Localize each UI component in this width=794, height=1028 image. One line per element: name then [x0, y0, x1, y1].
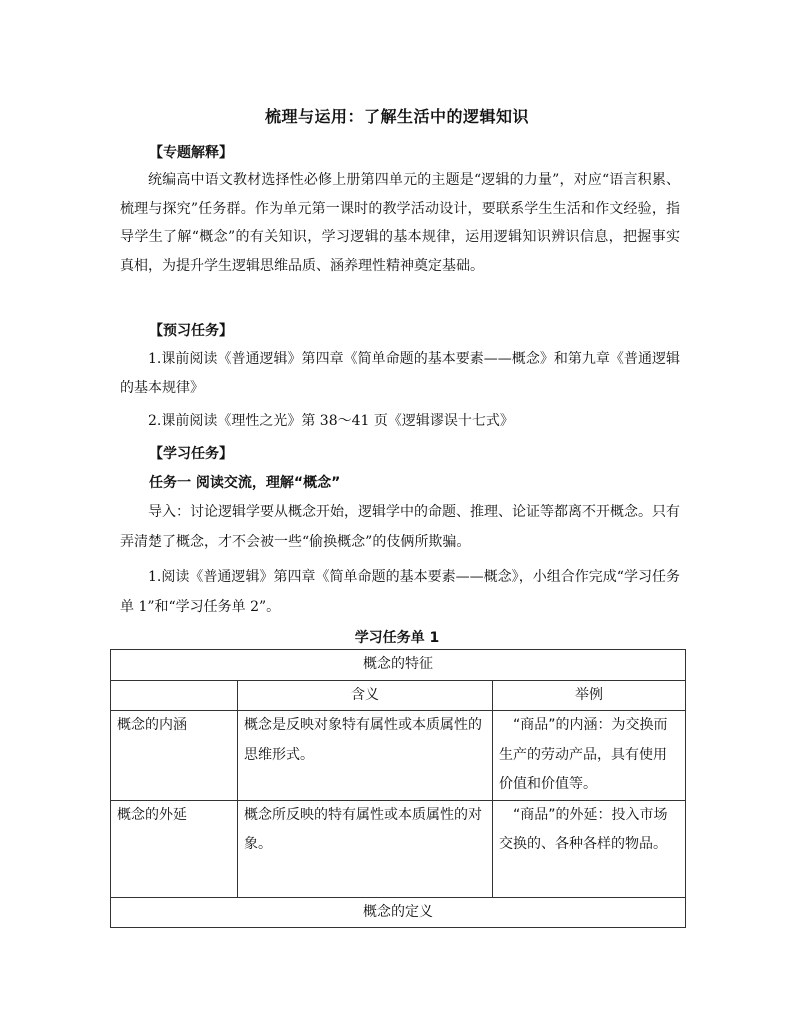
table-section-title: 概念的特征: [111, 650, 686, 681]
preview-item-2: 2.课前阅读《理性之光》第 38～41 页《逻辑谬误十七式》: [148, 413, 514, 429]
table-caption: 学习任务单 1: [354, 630, 440, 646]
table-header-cell: 举例: [493, 680, 686, 711]
document-title: 梳理与运用：了解生活中的逻辑知识: [264, 107, 529, 126]
table-row: [111, 650, 686, 681]
row-label: 概念的外延: [111, 800, 238, 897]
table-header-cell: [111, 680, 238, 711]
topic-heading: 【专题解释】: [149, 145, 233, 161]
task1-item: 1.阅读《普通逻辑》第四章《简单命题的基本要素——概念》，小组合作完成“学习任务单 1”和“学习任务单 2”。: [120, 569, 680, 615]
topic-paragraph: 统编高中语文教材选择性必修上册第四单元的主题是“逻辑的力量”，对应“语言积累、梳理与探究”任务群。作为单元第一课时的教学活动设计，要联系学生生活和作文经验，指导学生了解“概念”的有关知识，学习逻辑的基本规律，运用逻辑知识辨识信息，把握事实真相，为提升学生逻辑思维品质、涵养理性精神奠定基础。: [120, 172, 680, 274]
task1-heading: 任务一 阅读交流，理解“概念”: [149, 475, 341, 491]
table-header-cell: 含义: [238, 680, 493, 711]
task1-intro: 导入：讨论逻辑学要从概念开始，逻辑学中的命题、推理、论证等都离不开概念。只有弄清楚了概念，才不会被一些“偷换概念”的伎俩所欺骗。: [120, 504, 680, 550]
table-row: [111, 800, 686, 897]
table-row: [111, 897, 686, 928]
row-meaning: 概念所反映的特有属性或本质属性的对象。: [238, 800, 493, 897]
preview-item-1: 1.课前阅读《普通逻辑》第四章《简单命题的基本要素——概念》和第九章《普通逻辑的基本规律》: [120, 351, 680, 396]
row-example: “商品”的内涵：为交换而生产的劳动产品，具有使用价值和价值等。: [493, 711, 686, 801]
row-example: “商品”的外延：投入市场交换的、各种各样的物品。: [493, 800, 686, 897]
study-heading: 【学习任务】: [149, 446, 233, 462]
table-header-row: [111, 680, 686, 711]
table-footer-title: 概念的定义: [111, 897, 686, 928]
preview-heading: 【预习任务】: [149, 323, 233, 339]
task-sheet-table: [110, 649, 686, 928]
row-meaning: 概念是反映对象特有属性或本质属性的思维形式。: [238, 711, 493, 801]
table-row: [111, 711, 686, 801]
row-label: 概念的内涵: [111, 711, 238, 801]
